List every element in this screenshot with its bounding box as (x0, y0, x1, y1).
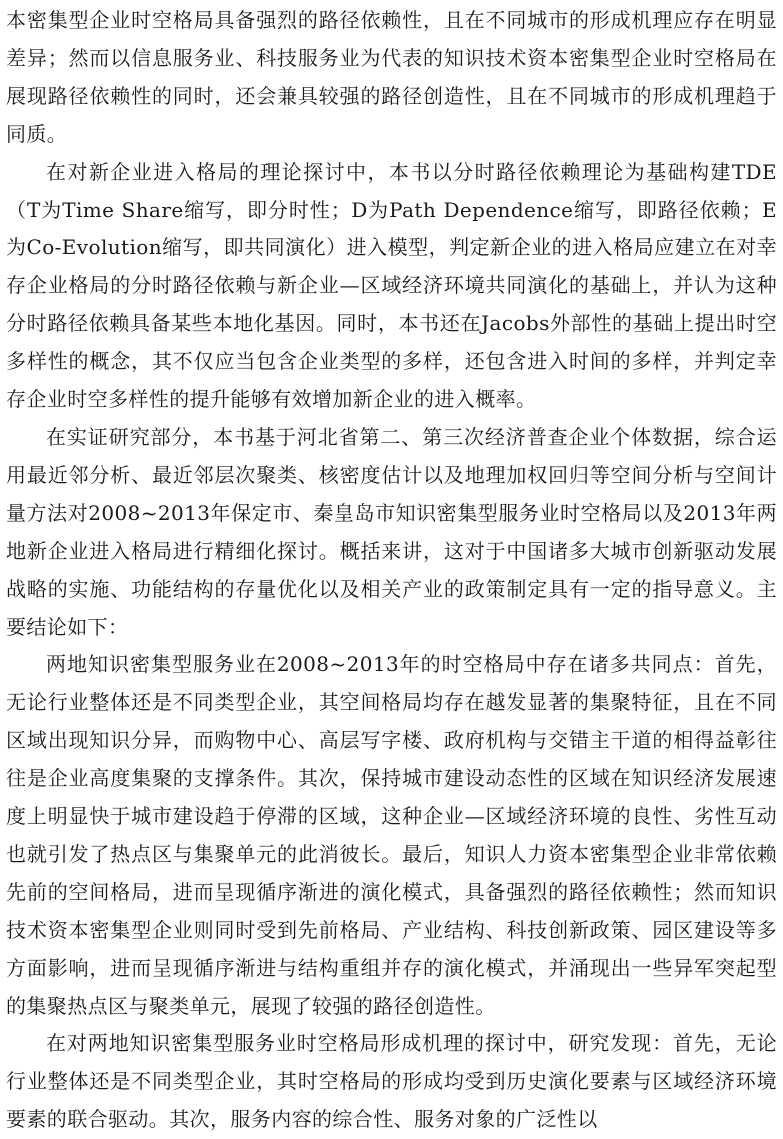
paragraph-5: 在对两地知识密集型服务业时空格局形成机理的探讨中，研究发现：首先，无论行业整体还是不同类型企业，其时空格局的形成均受到历史演化要素与区域经济环境要素的联合驱动。其次，服务内容的综合性、服务对象的广泛性以 (6, 1031, 777, 1132)
paragraph-4: 两地知识密集型服务业在2008~2013年的时空格局中存在诸多共同点：首先，无论行业整体还是不同类型企业，其空间格局均存在越发显著的集聚特征，且在不同区域出现知识分异，而购物中心、高层写字楼、政府机构与交错主干道的相得益彰往往是企业高度集聚的支撑条件。其次，保持城市建设动态性的区域在知识经济发展速度上明显快于城市建设趋于停滞的区域，这种企业—区域经济环境的良性、劣性互动也就引发了热点区与集聚单元的此消彼长。最后，知识人力资本密集型企业非常依赖先前的空间格局，进而呈现循序渐进的演化模式，具备强烈的路径依赖性；然而知识技术资本密集型企业则同时受到先前格局、产业结构、科技创新政策、园区建设等多方面影响，进而呈现循序渐进与结构重组并存的演化模式，并涌现出一些异军突起型的集聚热点区与聚类单元，展现了较强的路径创造性。 (6, 652, 777, 1018)
document-page (6, 2, 777, 1139)
paragraph-2: 在对新企业进入格局的理论探讨中，本书以分时路径依赖理论为基础构建TDE（T为Time Share缩写，即分时性；D为Path Dependence缩写，即路径依赖；E为Co-Evolution缩写，即共同演化）进入模型，判定新企业的进入格局应建立在对幸存企业格局的分时路径依赖与新企业—区域经济环境共同演化的基础上，并认为这种分时路径依赖具备某些本地化基因。同时，本书还在Jacobs外部性的基础上提出时空多样性的概念，其不仅应当包含企业类型的多样，还包含进入时间的多样，并判定幸存企业时空多样性的提升能够有效增加新企业的进入概率。 (6, 159, 777, 412)
paragraph-1: 本密集型企业时空格局具备强烈的路径依赖性，且在不同城市的形成机理应存在明显差异；然而以信息服务业、科技服务业为代表的知识技术资本密集型企业时空格局在展现路径依赖性的同时，还会兼具较强的路径创造性，且在不同城市的形成机理趋于同质。 (6, 8, 777, 146)
paragraph-3: 在实证研究部分，本书基于河北省第二、第三次经济普查企业个体数据，综合运用最近邻分析、最近邻层次聚类、核密度估计以及地理加权回归等空间分析与空间计量方法对2008~2013年保定市、秦皇岛市知识密集型服务业时空格局以及2013年两地新企业进入格局进行精细化探讨。概括来讲，这对于中国诸多大城市创新驱动发展战略的实施、功能结构的存量优化以及相关产业的政策制定具有一定的指导意义。主要结论如下： (6, 424, 777, 639)
